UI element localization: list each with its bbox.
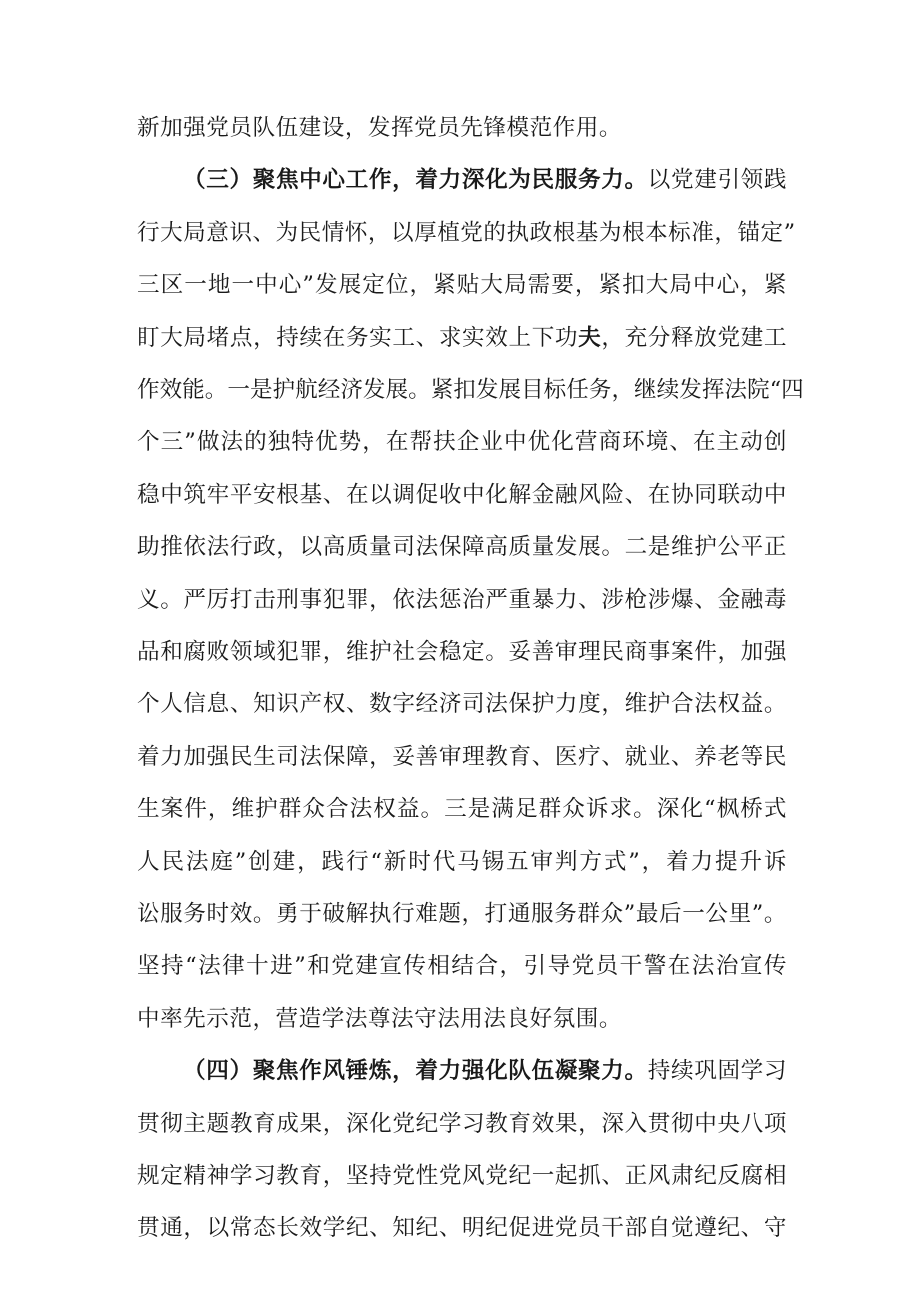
section-heading: （三）聚焦中心工作，着力深化为民服务力。 [183,167,648,194]
text-run: 义。严厉打击刑事犯罪，依法惩治严重暴力、涉枪涉爆、金融毒 [137,586,787,613]
text-run: 贯彻主题教育成果，深化党纪学习教育效果，深入贯彻中央八项 [137,1110,787,1137]
text-run: 人民法庭”创建，践行“新时代马锡五审判方式”，着力提升诉 [137,848,787,875]
text-line [137,1208,787,1248]
text-run-bold: 夫 [578,324,602,351]
text-run: 讼服务时效。勇于破解执行难题，打通服务群众”最后一公里”。 [137,901,787,927]
section-heading: （四）聚焦作风锤炼，着力强化队伍凝聚力。 [183,1058,648,1085]
text-run: 三区一地一中心”发展定位，紧贴大局需要，紧扣大局中心，紧 [137,272,787,299]
text-run: 着力加强民生司法保障，妥善审理教育、医疗、就业、养老等民 [137,743,787,770]
text-line [137,265,787,305]
text-line [137,318,787,358]
text-line [137,475,787,515]
text-run: 生案件，维护群众合法权益。三是满足群众诉求。深化“枫桥式 [137,796,787,823]
text-line [137,580,787,620]
text-line [137,737,787,777]
text-run: 坚持“法律十进”和党建宣传相结合，引导党员干警在法治宣传 [137,953,787,980]
text-line [137,527,787,567]
text-line [137,1156,787,1196]
text-run: 行大局意识、为民情怀，以厚植党的执政根基为根本标准，锚定” [137,219,796,246]
text-line [137,370,804,410]
text-run: 持续巩固学习 [647,1058,788,1085]
text-run: 品和腐败领域犯罪，维护社会稳定。妥善审理民商事案件，加强 [137,639,787,665]
section-heading-line [183,160,787,200]
text-run: 贯通，以常态长效学纪、知纪、明纪促进党员干部自觉遵纪、守 [137,1215,787,1242]
text-run: 个人信息、知识产权、数字经济司法保护力度，维护合法权益。 [137,691,787,718]
text-run: 个三”做法的独特优势，在帮扶企业中优化营商环境、在主动创 [137,429,787,456]
text-run: 稳中筑牢平安根基、在以调促收中化解金融风险、在协同联动中 [137,481,787,508]
text-line [137,422,787,462]
text-run: 助推依法行政，以高质量司法保障高质量发展。二是维护公平正 [137,534,787,561]
text-line [137,213,796,253]
text-line [137,684,787,724]
text-line [137,999,787,1039]
text-run: 规定精神学习教育，坚持党性党风党纪一起抓、正风肃纪反腐相 [137,1163,787,1189]
text-line [137,1104,787,1144]
text-run: 盯大局堵点，持续在务实工、求实效上下功 [137,324,579,351]
text-line [137,894,787,934]
text-line [137,632,787,672]
text-run: ，充分释放党建工 [601,324,787,351]
text-line [137,946,787,986]
text-line [137,108,787,148]
section-heading-line [183,1051,787,1091]
text-run: 新加强党员队伍建设，发挥党员先锋模范作用。 [137,115,622,141]
text-run: 中率先示范，营造学法尊法守法用法良好氛围。 [137,1005,622,1032]
text-run: 作效能。一是护航经济发展。紧扣发展目标任务，继续发挥法院“四 [137,377,804,403]
text-line [137,842,787,882]
text-line [137,789,787,829]
text-run: 以党建引领践 [647,167,788,194]
